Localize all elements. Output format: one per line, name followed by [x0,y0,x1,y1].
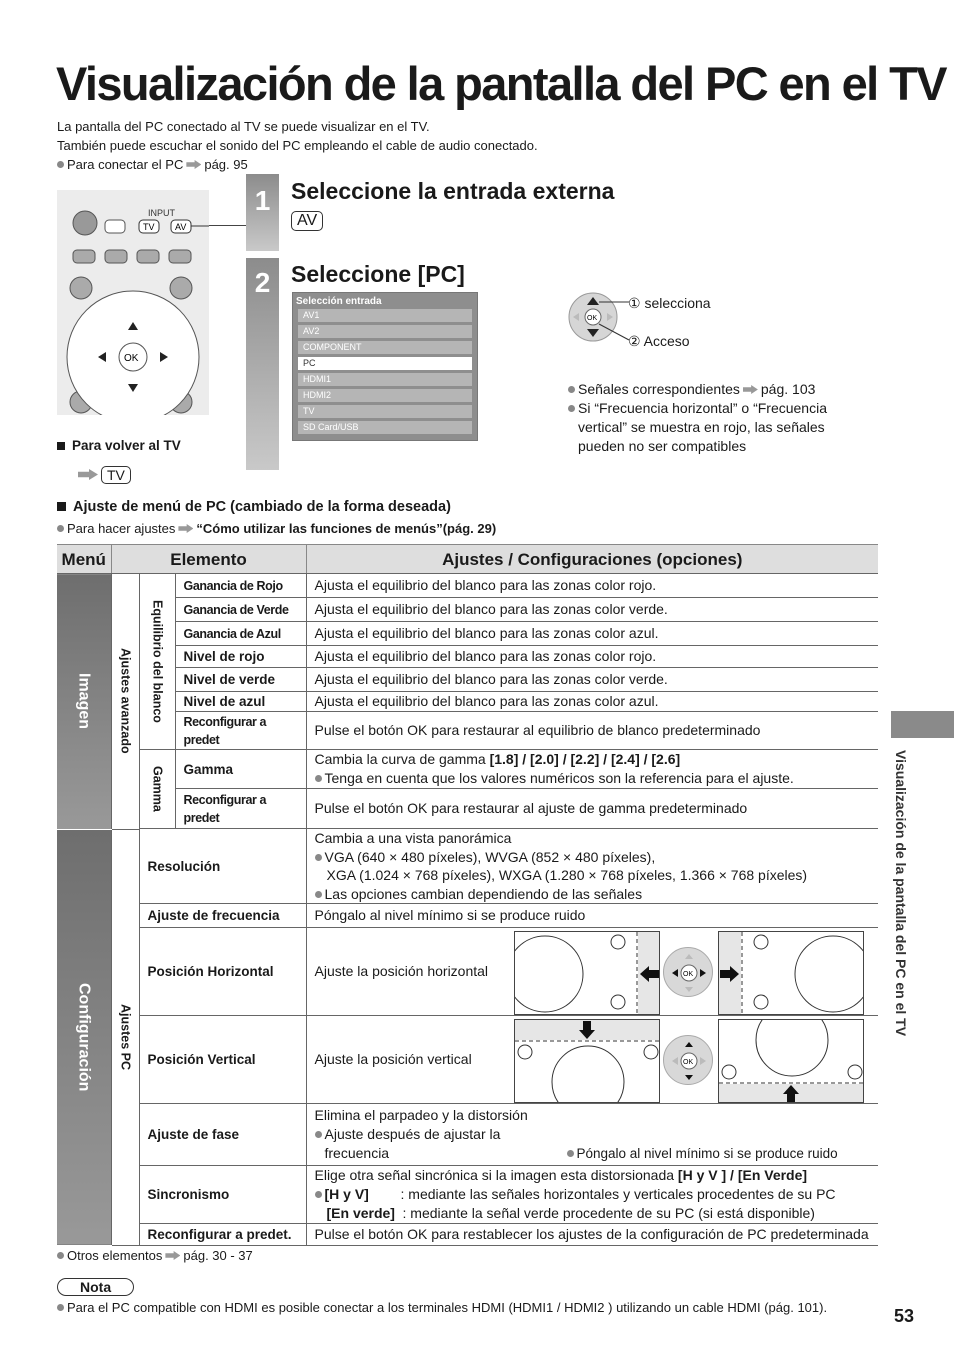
item-nivel-azul: Nivel de azul [175,692,306,712]
header-item: Elemento [111,545,306,574]
item-ajuste-fase: Ajuste de fase [139,1104,306,1166]
table-header-row [57,545,878,574]
table-row: Reconfigurar a predet. Pulse el botón OK para restablecer los ajustes de la configuración de PC predeterminada [57,1224,878,1246]
menu-item-hdmi2[interactable]: HDMI2 [298,389,472,402]
subgroup-ajustes-pc: Ajustes PC [111,829,139,1246]
menu-item-sd-card-usb[interactable]: SD Card/USB [298,421,472,434]
table-row: Ajuste de frecuencia Póngalo al nivel mínimo si se produce ruido [57,904,878,928]
page-title: Visualización de la pantalla del PC en el TV [56,57,946,110]
intro-link-page: pág. 95 [204,157,248,172]
svg-text:OK: OK [682,1059,693,1066]
svg-text:OK: OK [587,315,598,322]
vertical-up-diagram [718,1019,864,1103]
pc-settings-table [57,544,878,1246]
arrow-right-icon [743,385,758,394]
item-nivel-rojo: Nivel de rojo [175,646,306,668]
side-label: Visualización de la pantalla del PC en el TV [893,750,909,1037]
table-row: Reconfigurar a predet Pulse el botón OK para restaurar al equilibrio de blanco predeterminado [57,712,878,750]
nav-access-label: ② Acceso [628,333,690,349]
table-row: Imagen Ajustes avanzado Equilibrio del blanco Ganancia de Rojo Ajusta el equilibrio del blanco para las zonas color rojo. [57,574,878,598]
item-ganancia-rojo: Ganancia de Rojo [175,574,306,598]
input-selection-menu [292,292,478,441]
table-row: Nivel de rojo Ajusta el equilibrio del blanco para las zonas color rojo. [57,646,878,668]
av-key: AV [291,211,323,231]
item-reconfigurar-blanco: Reconfigurar a predet [175,712,306,750]
intro-line-2: También puede escuchar el sonido del PC empleando el cable de audio conectado. [57,138,538,153]
nota-text: Para el PC compatible con HDMI es posible conectar a los terminales HDMI (HDMI1 / HDMI2 ) utilizando un cable HDMI (pág. 101). [57,1300,827,1315]
intro-link-text: Para conectar el PC [67,157,184,172]
group-configuracion: Configuración [57,829,111,1246]
table-row: Nivel de azul Ajusta el equilibrio del blanco para las zonas color azul. [57,692,878,712]
arrow-right-icon [178,524,193,533]
header-settings: Ajustes / Configuraciones (opciones) [306,545,878,574]
table-row: Posición Vertical Ajuste la posición vertical OK [57,1016,878,1104]
svg-text:OK: OK [682,971,693,978]
step-1-number: 1 [246,174,279,251]
signal-note-2: Si “Frecuencia horizontal” o “Frecuencia vertical” se muestra en rojo, las señales pueden no ser compatibles [568,399,838,456]
item-sincronismo: Sincronismo [139,1166,306,1224]
table-row: Ajuste de fase Elimina el parpadeo y la distorsión Ajuste después de ajustar la frecuencia Póngalo al nivel mínimo si se produce ruido [57,1104,878,1166]
item-ajuste-frecuencia: Ajuste de frecuencia [139,904,306,928]
item-nivel-verde: Nivel de verde [175,668,306,692]
remote-tv-key: TV [143,222,155,232]
nav-select-label: ① selecciona [628,295,711,311]
step-1-title: Seleccione la entrada externa [291,178,615,204]
intro-line-1: La pantalla del PC conectado al TV se puede visualizar en el TV. [57,119,430,134]
item-resolucion: Resolución [139,829,306,904]
table-row: Posición Horizontal Ajuste la posición horizontal OK [57,928,878,1016]
group-imagen: Imagen [57,574,111,830]
table-row: Sincronismo Elige otra señal sincrónica si la imagen esta distorsionada [H y V ] / [En Verde] [H y V] : mediante las señales horizontales y verticales procedentes de su PC [En verde] : mediante la señal verde procedente de su PC (si está disponible) [57,1166,878,1224]
remote-ok-key: OK [124,353,139,364]
arrow-right-icon [165,1251,180,1260]
return-tv-label: Para volver al TV [57,438,181,453]
vertical-down-diagram [514,1019,660,1103]
table-row: Ganancia de Verde Ajusta el equilibrio del blanco para las zonas color verde. [57,598,878,622]
page-number: 53 [894,1306,915,1326]
item-reconfigurar-gamma: Reconfigurar a predet [175,789,306,829]
item-reconfigurar-pc: Reconfigurar a predet. [139,1224,306,1246]
other-items-note: Otros elementos pág. 30 - 37 [57,1248,253,1263]
remote-av-key: AV [175,222,187,232]
input-label: INPUT [148,208,175,218]
subgroup-ajustes-avanzado: Ajustes avanzado [111,574,139,830]
side-tab [891,711,954,738]
bullet-icon [57,161,64,168]
table-row: Nivel de verde Ajusta el equilibrio del blanco para las zonas color verde. [57,668,878,692]
arrow-right-icon [78,469,98,480]
horizontal-left-diagram [514,931,660,1015]
item-gamma: Gamma [175,750,306,789]
table-row: Configuración Ajustes PC Resolución Cambia a una vista panorámica VGA (640 × 480 píxeles), WVGA (852 × 480 píxeles), XGA (1.024 × 768 píxeles), WXGA (1.280 × 768 píxeles, 1.366 × 768 píxeles) Las opciones cambian dependiendo de las señales [57,829,878,904]
menu-item-pc[interactable]: PC [298,357,472,370]
table-row: Gamma Gamma Cambia la curva de gamma [1.8] / [2.0] / [2.2] / [2.4] / [2.6] Tenga en cuenta que los valores numéricos son la referencia para el ajuste. [57,750,878,789]
section-hint: Para hacer ajustes “Cómo utilizar las funciones de menús”(pág. 29) [57,521,496,536]
item-ganancia-azul: Ganancia de Azul [175,622,306,646]
horizontal-right-diagram [718,931,864,1015]
remote-control-illustration [57,190,209,415]
nav-pad-icon [663,947,713,997]
signal-note-1: Señales correspondientes pág. 103 [568,380,838,399]
remote-control-icon [57,190,209,415]
item-ganancia-verde: Ganancia de Verde [175,598,306,622]
section-heading: Ajuste de menú de PC (cambiado de la forma deseada) [57,499,451,515]
header-menu: Menú [57,545,111,574]
menu-item-tv[interactable]: TV [298,405,472,418]
nota-label: Nota [57,1278,134,1296]
item-posicion-vertical: Posición Vertical [139,1016,306,1104]
menu-item-component[interactable]: COMPONENT [298,341,472,354]
signal-notes [568,380,838,456]
tv-key: TV [101,466,131,484]
arrow-right-icon [186,160,201,169]
step-2-number: 2 [246,258,279,470]
subgroup-gamma: Gamma [139,750,175,829]
menu-item-hdmi1[interactable]: HDMI1 [298,373,472,386]
menu-item-av1[interactable]: AV1 [298,309,472,322]
subgroup-equilibrio-blanco: Equilibrio del blanco [139,574,175,750]
nav-pad-icon [663,1035,713,1085]
table-row: Ganancia de Azul Ajusta el equilibrio del blanco para las zonas color azul. [57,622,878,646]
table-row: Reconfigurar a predet Pulse el botón OK para restaurar al ajuste de gamma predeterminado [57,789,878,829]
step-2-title: Seleccione [PC] [291,261,465,287]
item-posicion-horizontal: Posición Horizontal [139,928,306,1016]
intro [57,117,538,174]
menu-header: Selección entrada [296,296,382,307]
intro-link [57,155,538,174]
return-tv-keys [75,466,131,485]
menu-item-av2[interactable]: AV2 [298,325,472,338]
callout-line [209,225,249,226]
